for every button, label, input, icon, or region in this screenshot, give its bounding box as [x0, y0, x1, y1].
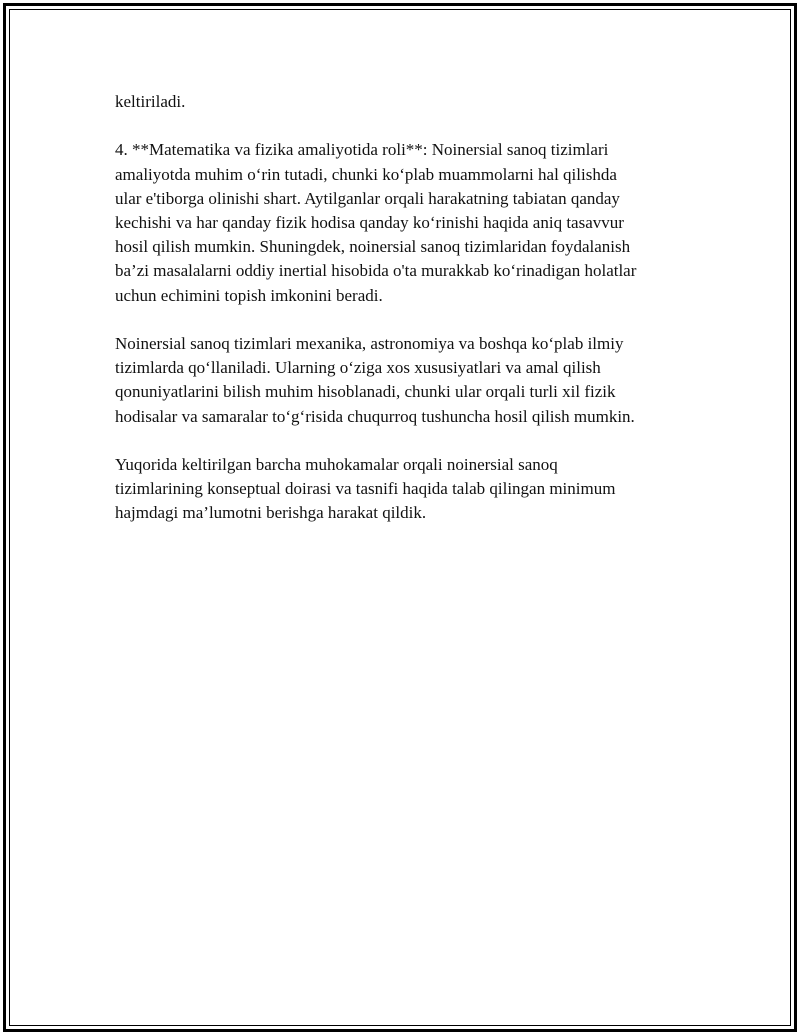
text-line: qonuniyatlarini bilish muhim hisoblanadi, chunki ular orqali turli xil fizik — [115, 382, 616, 402]
paragraph-gap — [115, 429, 705, 453]
text-line: tizimlarining konseptual doirasi va tasnifi haqida talab qilingan minimum — [115, 479, 616, 499]
paragraph-gap — [115, 114, 705, 138]
text-line: ba’zi masalalarni oddiy inertial hisobida o'ta murakkab ko‘rinadigan holatlar — [115, 261, 637, 281]
document-body — [115, 90, 705, 526]
text-line: uchun echimini topish imkonini beradi. — [115, 285, 383, 305]
paragraph-conclusion — [115, 453, 705, 526]
text-line: hajmdagi ma’lumotni berishga harakat qildik. — [115, 503, 427, 523]
paragraph-math-physics-role — [115, 138, 705, 307]
paragraph-applications — [115, 332, 705, 429]
text-line: kechishi va har qanday fizik hodisa qanday ko‘rinishi haqida aniq tasavvur — [115, 213, 624, 232]
text-line: amaliyotda muhim o‘rin tutadi, chunki ko‘plab muammolarni hal qilishda — [115, 164, 617, 184]
text-line: hodisalar va samaralar to‘g‘risida chuqurroq tushuncha hosil qilish mumkin. — [115, 406, 635, 426]
text-line: ular e'tiborga olinishi shart. Aytilganlar orqali harakatning tabiatan qanday — [115, 188, 620, 208]
text-line: hosil qilish mumkin. Shuningdek, noinersial sanoq tizimlaridan foydalanish — [115, 237, 631, 257]
text-line: Noinersial sanoq tizimlari mexanika, astronomiya va boshqa ko‘plab ilmiy — [115, 334, 624, 353]
text-line: keltiriladi. — [115, 92, 186, 111]
paragraph-gap — [115, 308, 705, 332]
text-line: Yuqorida keltirilgan barcha muhokamalar orqali noinersial sanoq — [115, 455, 558, 474]
paragraph-continuation — [115, 90, 705, 114]
text-line: tizimlarda qo‘llaniladi. Ularning o‘ziga xos xususiyatlari va amal qilish — [115, 358, 601, 378]
text-line: 4. **Matematika va fizika amaliyotida roli**: Noinersial sanoq tizimlari — [115, 140, 609, 160]
